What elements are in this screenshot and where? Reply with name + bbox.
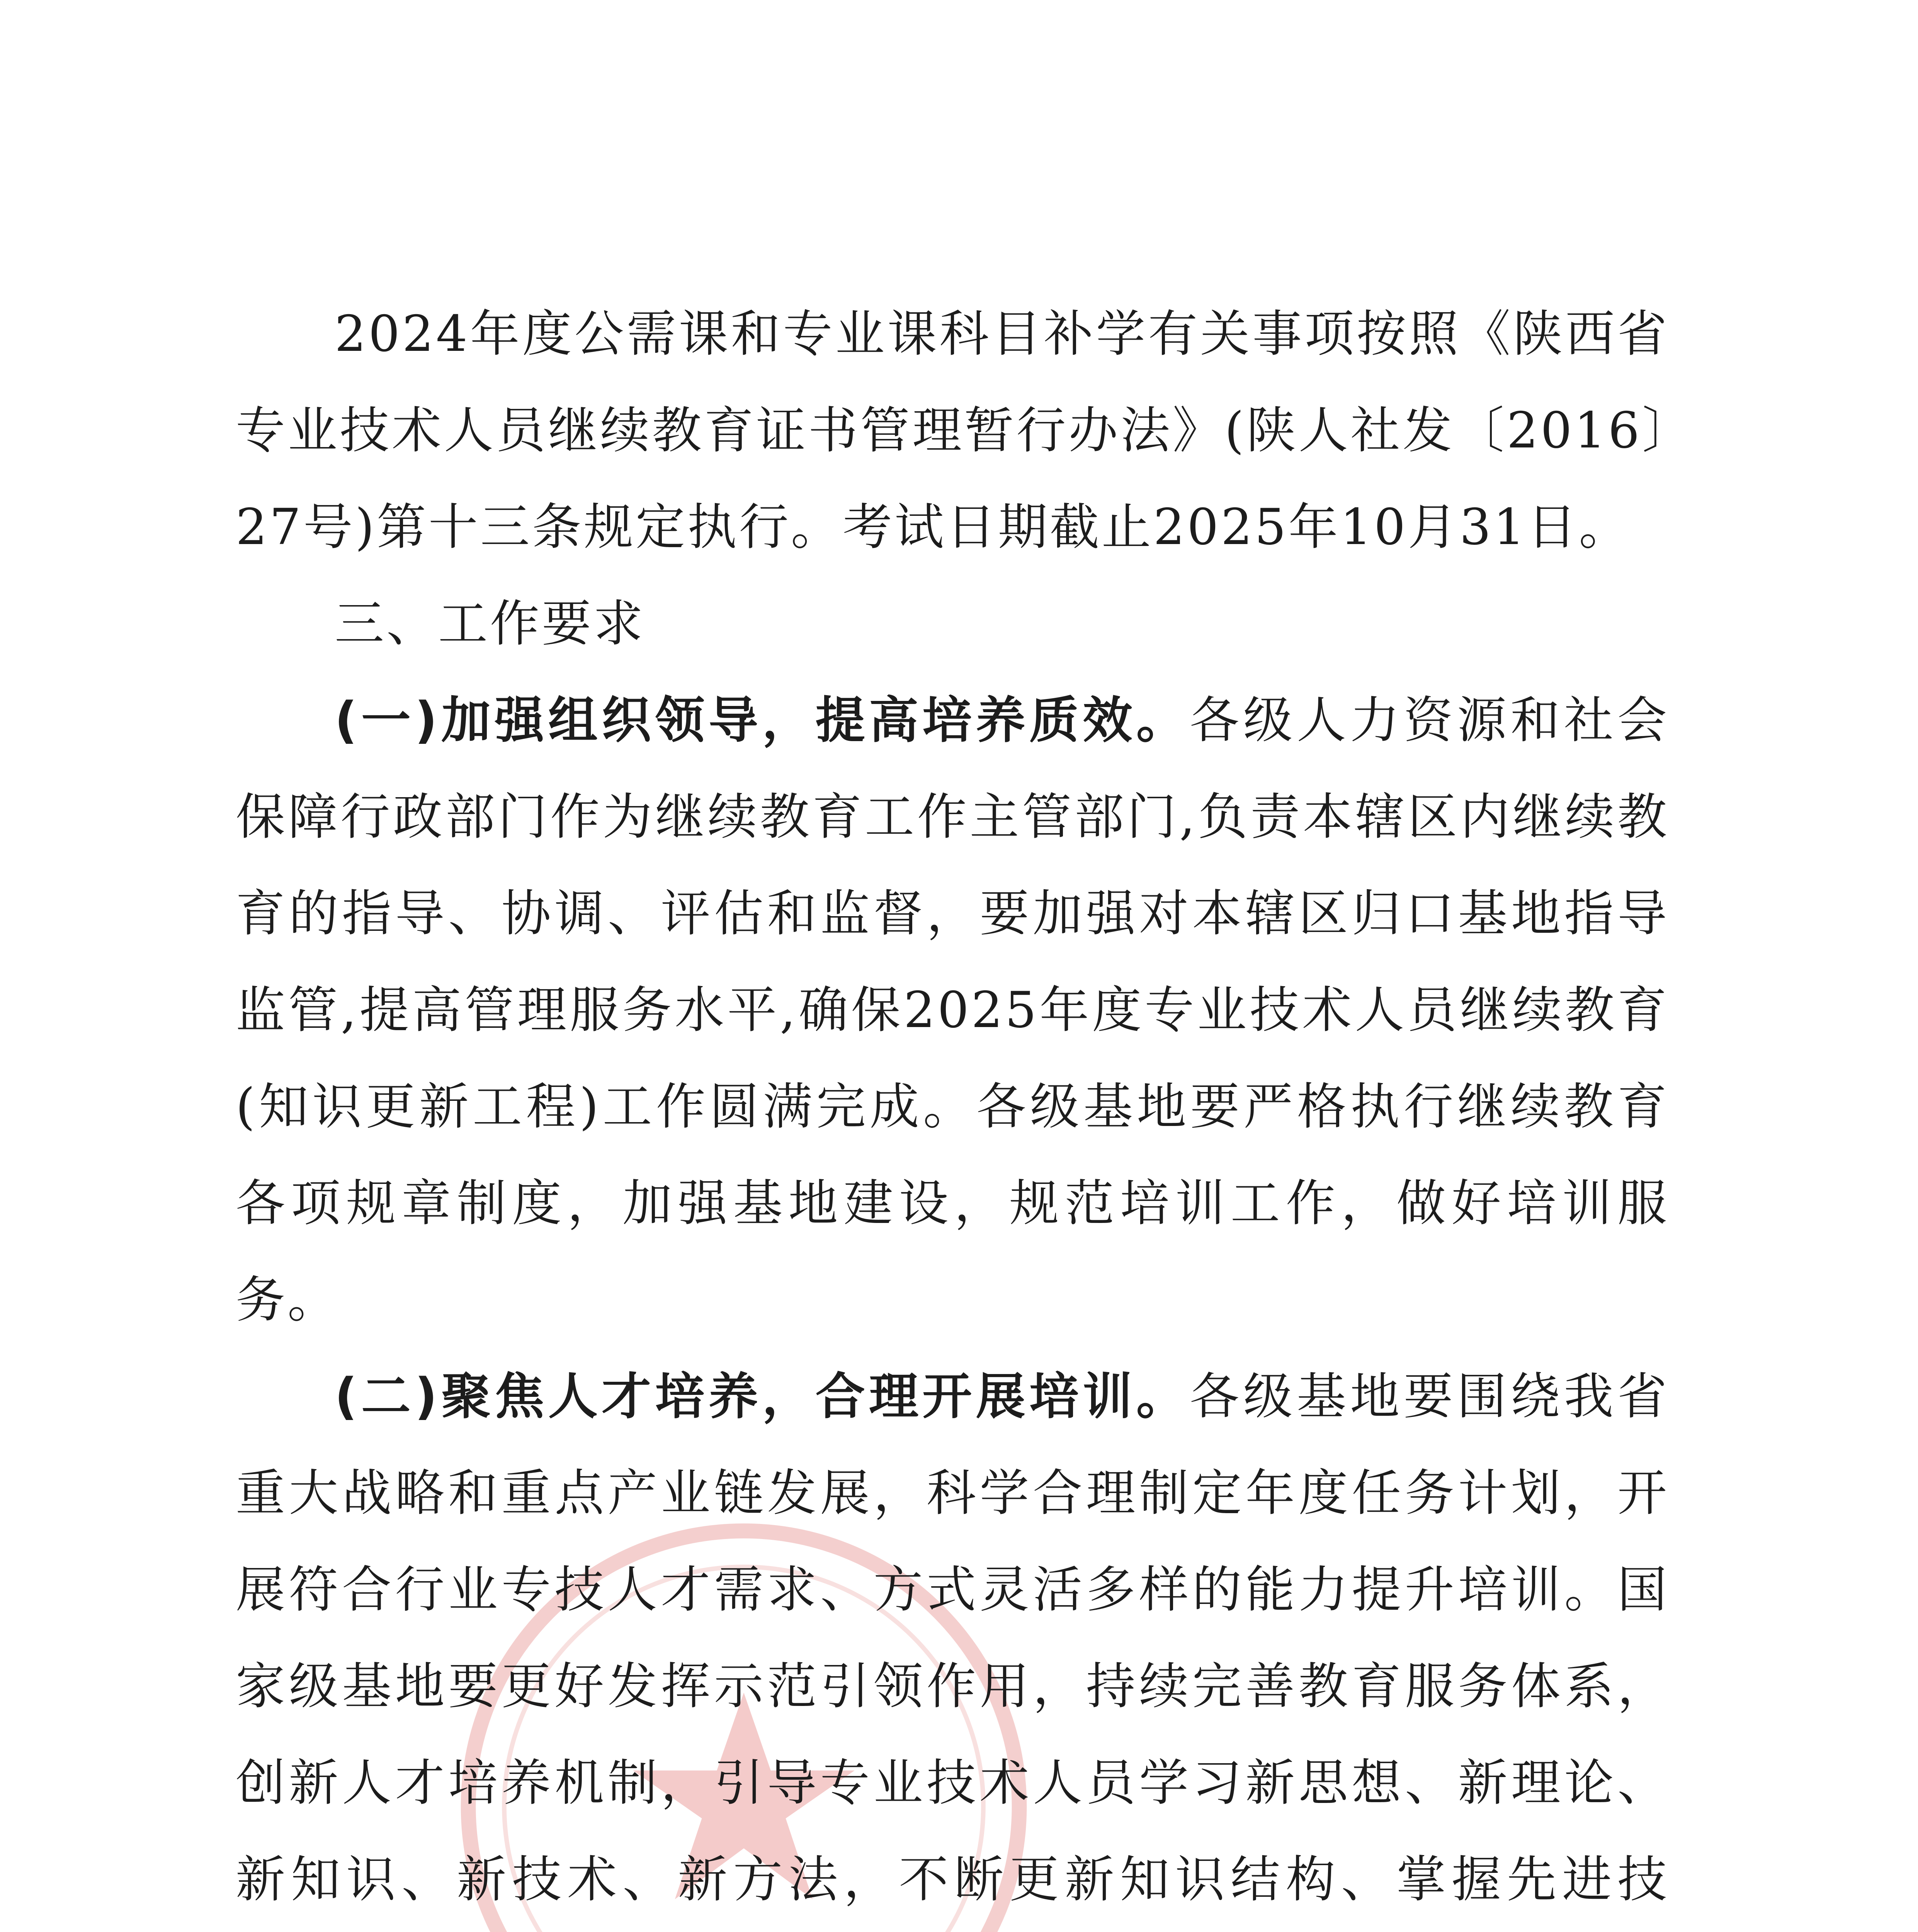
paragraph-organization-leadership [236, 672, 1669, 1349]
paragraph-lead-2: (二)聚焦人才培养，合理开展培训。 [335, 1368, 1190, 1425]
section-heading-work-requirements: 三、工作要求 [335, 595, 646, 653]
paragraph-makeup-study: 2024年度公需课和专业课科目补学有关事项按照《陕西省专业技术人员继续教育证书管理暂行办法》(陕人社发〔2016〕27号)第十三条规定执行。考试日期截止2025年10月31日。 [236, 305, 1669, 556]
paragraph-body-2: 各级基地要围绕我省重大战略和重点产业链发展，科学合理制定年度任务计划，开展符合行业专技人才需求、方式灵活多样的能力提升培训。国家级基地要更好发挥示范引领作用，持续完善教育服务体系，创新人才培养机制，引导专业技术人员学习新思想、新理论、新知识、新技术、新方法，不断更新知识结构、掌握先进技 [236, 1368, 1669, 1908]
body-text [236, 286, 1669, 1932]
paragraph-talent-training [236, 1349, 1669, 1932]
paragraph-body-1: 各级人力资源和社会保障行政部门作为继续教育工作主管部门,负责本辖区内继续教育的指导、协调、评估和监督，要加强对本辖区归口基地指导监管,提高管理服务水平,确保2025年度专业技术人员继续教育(知识更新工程)工作圆满完成。各级基地要严格执行继续教育各项规章制度，加强基地建设，规范培训工作，做好培训服务。 [236, 692, 1669, 1329]
paragraph-lead-1: (一)加强组织领导，提高培养质效。 [335, 692, 1190, 749]
